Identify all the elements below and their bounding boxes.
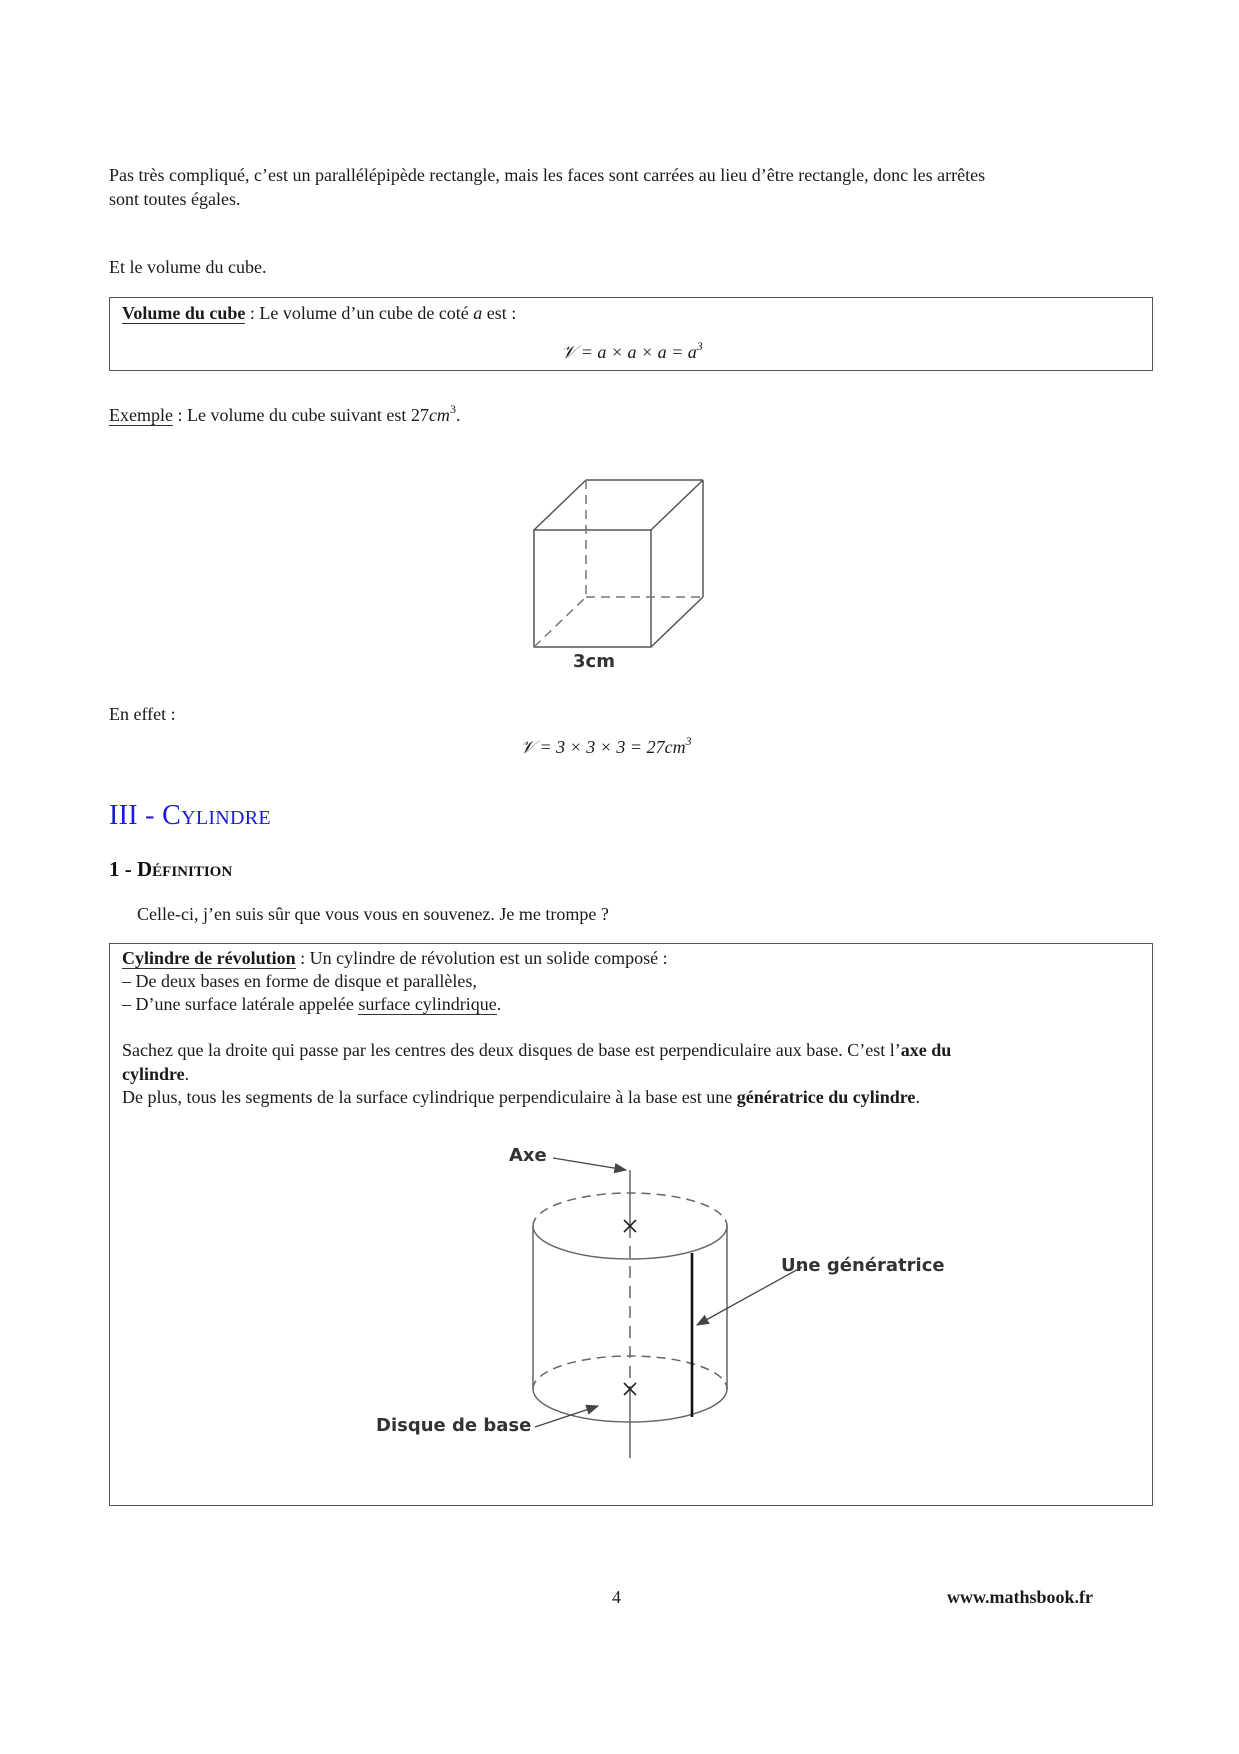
cylinder-item-2	[122, 992, 501, 1016]
intro-line-2: sont toutes égales.	[109, 189, 241, 209]
cylinder-term: Cylindre de révolution	[122, 948, 296, 968]
cube-volume-box	[109, 297, 1153, 371]
cube-edge-tr	[651, 480, 703, 530]
example-end: .	[455, 405, 461, 425]
generatrix-end: .	[915, 1087, 920, 1107]
example-text: : Le volume du cube suivant est 27	[172, 405, 429, 425]
generatrix-text: De plus, tous les segments de la surface cylindrique perpendiculaire à la base est une	[122, 1087, 737, 1107]
axis-bold-2: cylindre	[122, 1064, 185, 1084]
intro-line-1: Pas très compliqué, c’est un parallélépipède rectangle, mais les faces sont carrées au lieu d’être rectangle, donc les arrêtes	[109, 165, 986, 185]
example-line	[109, 403, 460, 427]
cube-side-var: a	[473, 303, 483, 323]
cube-edge-br	[651, 597, 703, 647]
example-exp: 3	[449, 402, 456, 416]
cylinder-item-1-text: De deux bases en forme de disque et parallèles,	[135, 971, 477, 991]
cube-front-face	[534, 530, 651, 647]
effect-exp: 3	[685, 734, 692, 748]
dash: –	[122, 971, 136, 991]
cube-volume-text-end: est :	[482, 303, 517, 323]
axis-text: Sachez que la droite qui passe par les centres des deux disques de base est perpendiculaire aux base. C’est l’	[122, 1040, 901, 1060]
example-label: Exemple	[109, 405, 173, 425]
subsection-heading	[109, 857, 232, 882]
effect-text: En effet :	[109, 704, 176, 724]
axis-bold-1: axe du	[900, 1040, 952, 1060]
effect-formula-text: 𝒱 = 3 × 3 × 3 = 27	[520, 737, 665, 757]
cube-formula-text: 𝒱 = a × a × a = a	[561, 342, 697, 362]
cylinder-item-2-end: .	[496, 994, 502, 1014]
cube-hidden-diagonal	[534, 597, 586, 647]
cube-volume-formula	[110, 340, 1154, 364]
example-unit: cm	[428, 405, 450, 425]
volume-intro: Et le volume du cube.	[109, 257, 267, 277]
cylinder-item-2-text: D’une surface latérale appelée	[135, 994, 359, 1014]
cylinder-def-text: : Un cylindre de révolution est un solide composé :	[295, 948, 668, 968]
cube-formula-exp: 3	[696, 339, 703, 353]
subsection-title: Définition	[137, 857, 233, 881]
axis-label: Axe	[509, 1145, 547, 1166]
site-url: www.mathsbook.fr	[947, 1587, 1094, 1607]
effect-formula	[520, 735, 692, 759]
subsection-number: 1 -	[109, 857, 137, 881]
cube-volume-definition	[122, 301, 516, 325]
base-disc-label: Disque de base	[376, 1415, 532, 1436]
cylinder-generatrix-paragraph	[122, 1085, 920, 1109]
cube-figure	[520, 470, 720, 680]
page-number: 4	[612, 1587, 621, 1607]
axis-arrow	[553, 1158, 626, 1170]
generatrix-bold: génératrice du cylindre	[736, 1087, 916, 1107]
axis-end: .	[184, 1064, 190, 1084]
effect-unit: cm	[664, 737, 686, 757]
cube-volume-term: Volume du cube	[122, 303, 246, 323]
cylinder-axis-paragraph	[122, 1038, 1140, 1086]
generatrix-label: Une génératrice	[781, 1255, 945, 1276]
base-arrow	[535, 1406, 598, 1427]
dash: –	[122, 994, 136, 1014]
cylinder-intro: Celle-ci, j’en suis sûr que vous vous en souvenez. Je me trompe ?	[137, 904, 609, 924]
cylinder-item-1	[122, 969, 477, 993]
cube-edge-tl	[534, 480, 586, 530]
cylinder-surface-term: surface cylindrique	[358, 994, 497, 1014]
section-title: Cylindre	[162, 800, 271, 831]
cube-volume-text: : Le volume d’un cube de coté	[245, 303, 474, 323]
cube-side-label: 3cm	[573, 651, 615, 672]
section-number: III -	[109, 800, 163, 831]
cylinder-def-line	[122, 946, 668, 970]
section-heading	[109, 800, 271, 832]
